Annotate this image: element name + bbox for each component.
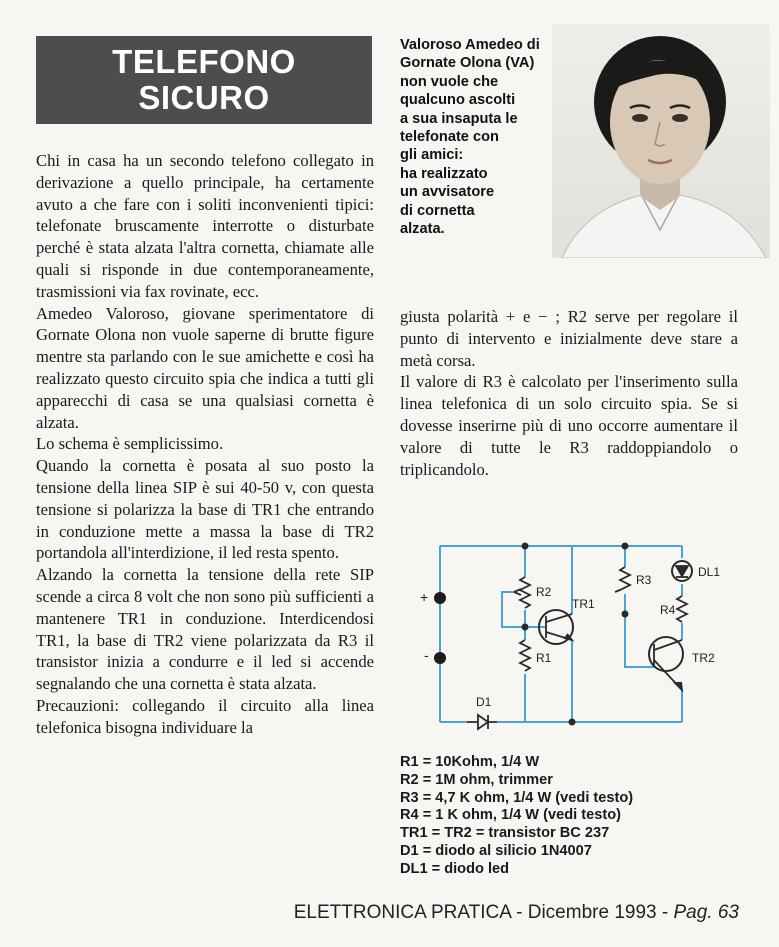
intro-line: Valoroso Amedeo di bbox=[400, 37, 540, 53]
intro-line: non vuole che bbox=[400, 73, 499, 90]
label-r2: R2 bbox=[536, 585, 552, 599]
resistor-r3 bbox=[615, 567, 630, 592]
resistor-r2 bbox=[520, 577, 530, 608]
intro-line: telefonate con bbox=[400, 129, 499, 146]
author-photo bbox=[552, 24, 770, 258]
intro-line: a sua insaputa le bbox=[400, 110, 518, 127]
terminal-plus bbox=[434, 592, 446, 604]
paragraph: Precauzioni: collegando il circuito alla linea telefonica bisogna individuare la bbox=[36, 695, 374, 737]
terminal-minus bbox=[434, 652, 446, 664]
component-list bbox=[400, 754, 633, 879]
label-tr2: TR2 bbox=[692, 651, 715, 665]
intro-line: un avvisatore bbox=[400, 184, 495, 201]
page-label: Pag. bbox=[673, 902, 713, 923]
paragraph: giusta polarità + e − ; R2 serve per regolare il punto di intervento e inizialmente deve stare a metà corsa. bbox=[400, 307, 738, 370]
diode-d1 bbox=[467, 715, 497, 729]
component-item: TR1 = TR2 = transistor BC 237 bbox=[400, 825, 610, 842]
circuit-schematic bbox=[400, 532, 740, 752]
trimmer-arrow bbox=[514, 589, 521, 595]
label-r1: R1 bbox=[536, 651, 552, 665]
paragraph: Alzando la cornetta la tensione della rete SIP scende a circa 8 volt che non sono più sufficienti a mantenere TR1 in conduzione. Interdicendosi TR1, la base di TR2 viene polarizzata da R3 il transistor inizia a condurre e il led si accende segnalando che una cornetta è stata alzata. bbox=[36, 565, 374, 694]
paragraph: Amedeo Valoroso, giovane sperimentatore di Gornate Olona non vuole saperne di brutte figure mentre sta parlando con le sue amichette e così ha realizzato questo circuito spia che indica a tutti gli apparecchi di casa se una qualsiasi cornetta è alzata. bbox=[36, 303, 374, 432]
component-item: R1 = 10Kohm, 1/4 W bbox=[400, 754, 540, 770]
component-item: R3 = 4,7 K ohm, 1/4 W (vedi testo) bbox=[400, 789, 634, 806]
magazine-name: ELETTRONICA PRATICA bbox=[293, 902, 511, 923]
title-line-1: TELEFONO bbox=[112, 43, 296, 80]
intro-line: ha realizzato bbox=[400, 165, 488, 182]
junctions bbox=[522, 543, 629, 726]
page-footer bbox=[294, 902, 739, 924]
label-tr1: TR1 bbox=[572, 597, 595, 611]
led-dl1 bbox=[672, 561, 692, 581]
transistor-tr2 bbox=[649, 637, 683, 690]
page-number: 63 bbox=[717, 902, 739, 923]
article-body-left bbox=[36, 150, 374, 739]
resistor-r4 bbox=[677, 596, 687, 622]
paragraph: Lo schema è semplicissimo. bbox=[36, 434, 224, 454]
label-r4: R4 bbox=[660, 603, 676, 617]
intro-line: di cornetta bbox=[400, 202, 475, 219]
plus-sign: + bbox=[420, 589, 429, 605]
paragraph: Il valore di R3 è calcolato per l'inserimento sulla linea telefonica di un solo circuito spia. Se si dovesse inserirne più di uno occorre aumentare il valore di tutte le R3 raddoppiandolo o triplicandolo. bbox=[400, 372, 738, 479]
label-dl1: DL1 bbox=[698, 565, 721, 579]
issue-date: - Dicembre 1993 - bbox=[510, 902, 674, 923]
label-d1: D1 bbox=[476, 695, 492, 709]
component-item: D1 = diodo al silicio 1N4007 bbox=[400, 842, 592, 859]
label-r3: R3 bbox=[636, 573, 652, 587]
intro-line: qualcuno ascolti bbox=[400, 92, 516, 109]
resistor-r1 bbox=[520, 640, 530, 671]
component-item: R2 = 1M ohm, trimmer bbox=[400, 771, 553, 788]
title-line-2: SICURO bbox=[138, 79, 270, 116]
component-item: DL1 = diodo led bbox=[400, 860, 510, 877]
intro-line: gli amici: bbox=[400, 147, 464, 164]
component-item: R4 = 1 K ohm, 1/4 W (vedi testo) bbox=[400, 807, 621, 824]
article-body-right bbox=[400, 306, 738, 480]
paragraph: Quando la cornetta è posata al suo posto la tensione della linea SIP è sui 40-50 v, con questa tensione si polarizza la base di TR1 che entrando in conduzione mette a massa la base di TR2 portandola all'interdizione, il led resta spento. bbox=[36, 456, 374, 563]
intro-line: Gornate Olona (VA) bbox=[400, 55, 535, 72]
paragraph: Chi in casa ha un secondo telefono collegato in derivazione a quello principale, ha certamente avuto a che fare con i soliti inconvenienti tipici: telefonate bruscamente interrotte o disturbate perché è stata alzata l'altra cornetta, chiamate alle quali si risponde in due contemporaneamente, trasmissioni via fax rovinate, ecc. bbox=[36, 151, 374, 301]
minus-sign: - bbox=[424, 647, 429, 663]
article-title-box bbox=[36, 36, 372, 124]
intro-line: alzata. bbox=[400, 221, 445, 238]
